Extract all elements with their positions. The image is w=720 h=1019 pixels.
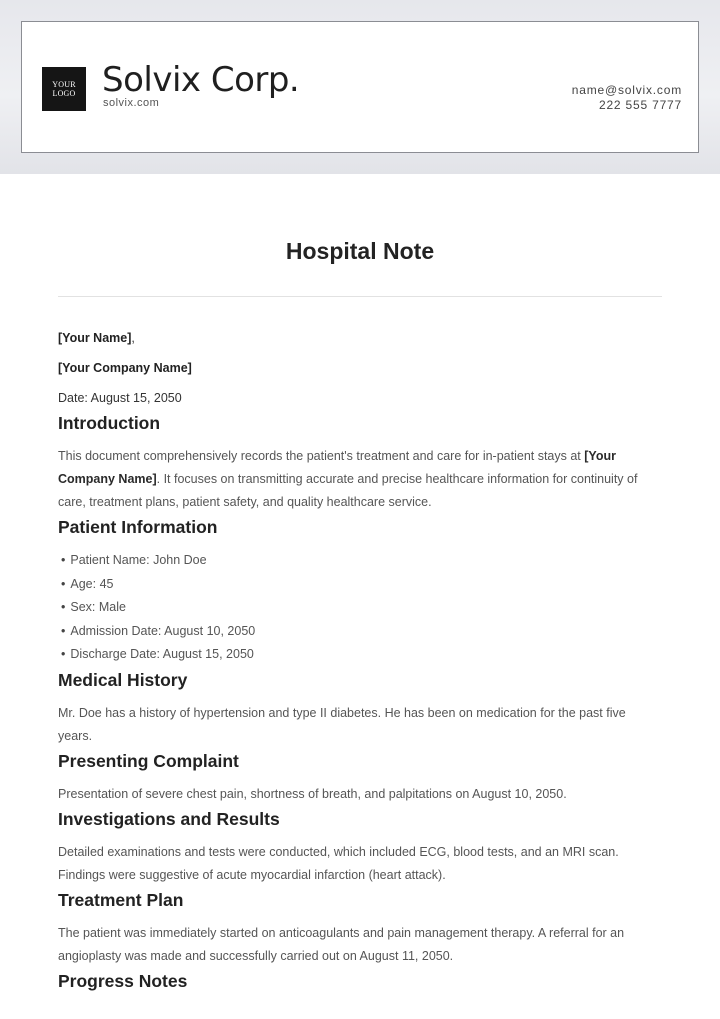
medical-history-text: Mr. Doe has a history of hypertension and type II diabetes. He has been on medication for the past five years. (58, 705, 626, 743)
patient-information-list (58, 549, 662, 667)
list-item: • Admission Date: August 10, 2050 (61, 620, 662, 644)
company-logo (42, 67, 86, 111)
section-heading-treatment-plan: Treatment Plan (58, 889, 184, 910)
author-name-suffix: , (131, 331, 135, 345)
document-body (58, 330, 662, 1003)
section-heading-patient-information: Patient Information (58, 517, 218, 537)
title-divider (58, 296, 662, 297)
treatment-plan-text: The patient was immediately started on anticoagulants and pain management therapy. A referral for an angioplasty was made and successfully carried out on August 11, 2050. (58, 925, 625, 963)
introduction-text-end: . It focuses on transmitting accurate and precise healthcare information for continuity of care, treatment plans, patient safety, and quality healthcare service. (58, 472, 638, 509)
section-heading-progress-notes: Progress Notes (58, 970, 188, 991)
contact-email: name@solvix.com (571, 83, 682, 97)
introduction-company-placeholder: [Your Company Name] (58, 449, 616, 486)
header-band (0, 0, 720, 174)
introduction-text-start: This document comprehensively records the patient's treatment and care for in-patient stays at (58, 449, 585, 463)
list-item: • Patient Name: John Doe (61, 549, 662, 573)
list-item: • Discharge Date: August 15, 2050 (61, 643, 662, 667)
list-item: • Sex: Male (61, 596, 662, 620)
logo-text-line1: YOUR (52, 80, 76, 89)
introduction-text (58, 445, 662, 514)
company-name-placeholder-value: [Your Company Name] (58, 361, 192, 375)
letterhead (21, 21, 699, 153)
author-name (58, 330, 662, 346)
contact-info (572, 83, 682, 113)
author-name-value: [Your Name] (58, 331, 132, 345)
list-item: • Age: 45 (61, 573, 662, 597)
presenting-complaint-text: Presentation of severe chest pain, shortness of breath, and palpitations on August 10, 2050. (58, 786, 567, 801)
company-name-placeholder (58, 360, 662, 376)
section-heading-presenting-complaint: Presenting Complaint (58, 750, 239, 771)
investigations-text: Detailed examinations and tests were conducted, which included ECG, blood tests, and an MRI scan. Findings were suggestive of acute myocardial infarction (heart attack). (58, 844, 619, 882)
company-name: Solvix Corp. (102, 60, 300, 100)
logo-text-line2: LOGO (52, 89, 76, 98)
contact-phone: 222 555 7777 (598, 98, 682, 112)
section-heading-investigations: Investigations and Results (58, 808, 280, 829)
section-heading-introduction: Introduction (58, 413, 161, 433)
document-title: Hospital Note (285, 238, 435, 264)
section-heading-medical-history: Medical History (58, 669, 188, 690)
company-website: solvix.com (103, 97, 160, 109)
document-date: Date: August 15, 2050 (58, 391, 182, 405)
